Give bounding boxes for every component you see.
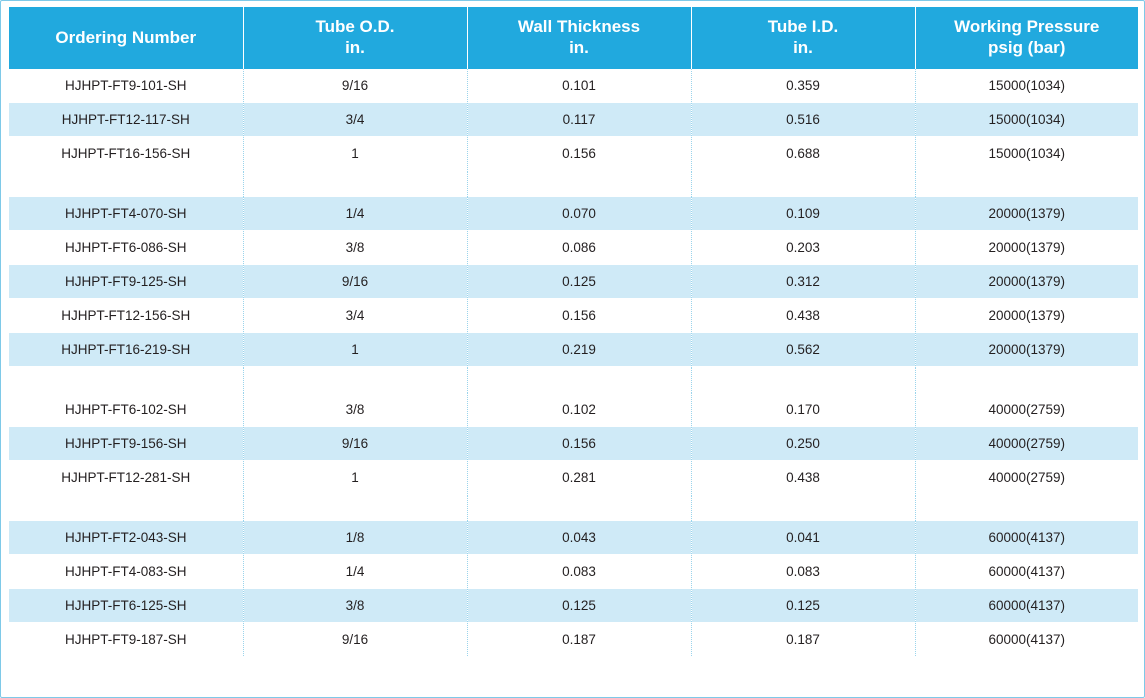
table-row	[9, 102, 1138, 136]
table-spacer-cell	[9, 494, 243, 521]
table-spacer-row	[9, 366, 1138, 393]
table-spacer-cell	[915, 366, 1138, 393]
cell-working-pressure: 15000(1034)	[915, 136, 1138, 170]
table-row	[9, 136, 1138, 170]
cell-tube-id: 0.109	[691, 197, 915, 231]
cell-tube-od: 3/8	[243, 393, 467, 427]
table-row	[9, 393, 1138, 427]
cell-ordering-number: HJHPT-FT16-156-SH	[9, 136, 243, 170]
cell-wall-thickness: 0.156	[467, 426, 691, 460]
cell-ordering-number: HJHPT-FT6-125-SH	[9, 588, 243, 622]
cell-tube-od: 1/4	[243, 554, 467, 588]
cell-tube-od: 3/4	[243, 298, 467, 332]
cell-tube-od: 3/8	[243, 230, 467, 264]
cell-tube-id: 0.516	[691, 102, 915, 136]
cell-tube-id: 0.438	[691, 298, 915, 332]
column-header-sub-label: in.	[345, 38, 365, 58]
cell-ordering-number: HJHPT-FT4-070-SH	[9, 197, 243, 231]
cell-ordering-number: HJHPT-FT4-083-SH	[9, 554, 243, 588]
table-spacer-cell	[243, 366, 467, 393]
column-header-working-pressure	[915, 7, 1138, 69]
table-row	[9, 521, 1138, 555]
cell-tube-od: 1	[243, 332, 467, 366]
cell-ordering-number: HJHPT-FT12-281-SH	[9, 460, 243, 494]
table-row	[9, 230, 1138, 264]
cell-wall-thickness: 0.125	[467, 264, 691, 298]
cell-working-pressure: 20000(1379)	[915, 230, 1138, 264]
table-row	[9, 622, 1138, 656]
table-row	[9, 298, 1138, 332]
cell-wall-thickness: 0.101	[467, 69, 691, 103]
table-spacer-cell	[467, 366, 691, 393]
cell-working-pressure: 40000(2759)	[915, 393, 1138, 427]
cell-ordering-number: HJHPT-FT16-219-SH	[9, 332, 243, 366]
table-row	[9, 588, 1138, 622]
column-header-tube-id	[691, 7, 915, 69]
cell-tube-id: 0.083	[691, 554, 915, 588]
column-header-main-label: Working Pressure	[954, 17, 1100, 36]
column-header-sub-label: in.	[569, 38, 589, 58]
cell-wall-thickness: 0.043	[467, 521, 691, 555]
cell-ordering-number: HJHPT-FT2-043-SH	[9, 521, 243, 555]
table-body	[9, 69, 1138, 657]
cell-working-pressure: 15000(1034)	[915, 102, 1138, 136]
cell-wall-thickness: 0.083	[467, 554, 691, 588]
cell-wall-thickness: 0.070	[467, 197, 691, 231]
table-row	[9, 264, 1138, 298]
cell-tube-od: 9/16	[243, 426, 467, 460]
table-row	[9, 332, 1138, 366]
cell-working-pressure: 40000(2759)	[915, 460, 1138, 494]
cell-tube-od: 1/8	[243, 521, 467, 555]
table-spacer-cell	[9, 366, 243, 393]
cell-ordering-number: HJHPT-FT6-086-SH	[9, 230, 243, 264]
table-row	[9, 197, 1138, 231]
cell-working-pressure: 60000(4137)	[915, 588, 1138, 622]
table-spacer-cell	[243, 494, 467, 521]
cell-ordering-number: HJHPT-FT9-125-SH	[9, 264, 243, 298]
cell-tube-od: 1	[243, 460, 467, 494]
tubing-specification-table	[9, 7, 1138, 657]
cell-wall-thickness: 0.219	[467, 332, 691, 366]
cell-wall-thickness: 0.281	[467, 460, 691, 494]
cell-ordering-number: HJHPT-FT9-101-SH	[9, 69, 243, 103]
cell-wall-thickness: 0.125	[467, 588, 691, 622]
table-row	[9, 426, 1138, 460]
cell-working-pressure: 60000(4137)	[915, 521, 1138, 555]
cell-tube-id: 0.312	[691, 264, 915, 298]
cell-working-pressure: 60000(4137)	[915, 554, 1138, 588]
column-header-main-label: Ordering Number	[55, 27, 197, 47]
cell-working-pressure: 15000(1034)	[915, 69, 1138, 103]
cell-tube-od: 3/8	[243, 588, 467, 622]
cell-tube-id: 0.125	[691, 588, 915, 622]
table-spacer-cell	[243, 170, 467, 197]
table-spacer-cell	[915, 494, 1138, 521]
cell-working-pressure: 20000(1379)	[915, 298, 1138, 332]
cell-ordering-number: HJHPT-FT12-117-SH	[9, 102, 243, 136]
cell-tube-id: 0.359	[691, 69, 915, 103]
cell-ordering-number: HJHPT-FT9-156-SH	[9, 426, 243, 460]
table-spacer-row	[9, 494, 1138, 521]
column-header-main-label: Wall Thickness	[517, 17, 641, 36]
cell-tube-od: 9/16	[243, 69, 467, 103]
table-header-row	[9, 7, 1138, 69]
cell-working-pressure: 20000(1379)	[915, 264, 1138, 298]
cell-tube-id: 0.562	[691, 332, 915, 366]
cell-tube-id: 0.203	[691, 230, 915, 264]
cell-wall-thickness: 0.086	[467, 230, 691, 264]
cell-ordering-number: HJHPT-FT9-187-SH	[9, 622, 243, 656]
table-spacer-cell	[467, 170, 691, 197]
cell-tube-od: 3/4	[243, 102, 467, 136]
column-header-wall-thickness	[467, 7, 691, 69]
table-spacer-cell	[9, 170, 243, 197]
cell-tube-od: 9/16	[243, 622, 467, 656]
cell-wall-thickness: 0.187	[467, 622, 691, 656]
cell-tube-od: 1	[243, 136, 467, 170]
cell-ordering-number: HJHPT-FT12-156-SH	[9, 298, 243, 332]
cell-working-pressure: 40000(2759)	[915, 426, 1138, 460]
cell-wall-thickness: 0.117	[467, 102, 691, 136]
table-row	[9, 69, 1138, 103]
table-row	[9, 460, 1138, 494]
cell-tube-id: 0.187	[691, 622, 915, 656]
cell-tube-id: 0.438	[691, 460, 915, 494]
cell-working-pressure: 60000(4137)	[915, 622, 1138, 656]
column-header-sub-label: in.	[793, 38, 813, 58]
cell-working-pressure: 20000(1379)	[915, 332, 1138, 366]
table-row	[9, 554, 1138, 588]
column-header-ordering-number	[9, 7, 243, 69]
cell-tube-id: 0.250	[691, 426, 915, 460]
table-spacer-row	[9, 170, 1138, 197]
cell-wall-thickness: 0.156	[467, 298, 691, 332]
table-header	[9, 7, 1138, 69]
cell-tube-id: 0.688	[691, 136, 915, 170]
cell-wall-thickness: 0.156	[467, 136, 691, 170]
column-header-main-label: Tube I.D.	[767, 17, 839, 36]
cell-wall-thickness: 0.102	[467, 393, 691, 427]
cell-tube-id: 0.041	[691, 521, 915, 555]
table-spacer-cell	[691, 366, 915, 393]
column-header-main-label: Tube O.D.	[315, 17, 395, 36]
cell-ordering-number: HJHPT-FT6-102-SH	[9, 393, 243, 427]
cell-tube-id: 0.170	[691, 393, 915, 427]
cell-tube-od: 1/4	[243, 197, 467, 231]
table-spacer-cell	[467, 494, 691, 521]
cell-working-pressure: 20000(1379)	[915, 197, 1138, 231]
table-spacer-cell	[915, 170, 1138, 197]
table-spacer-cell	[691, 170, 915, 197]
column-header-sub-label: psig (bar)	[988, 38, 1066, 58]
table-spacer-cell	[691, 494, 915, 521]
column-header-tube-od	[243, 7, 467, 69]
cell-tube-od: 9/16	[243, 264, 467, 298]
